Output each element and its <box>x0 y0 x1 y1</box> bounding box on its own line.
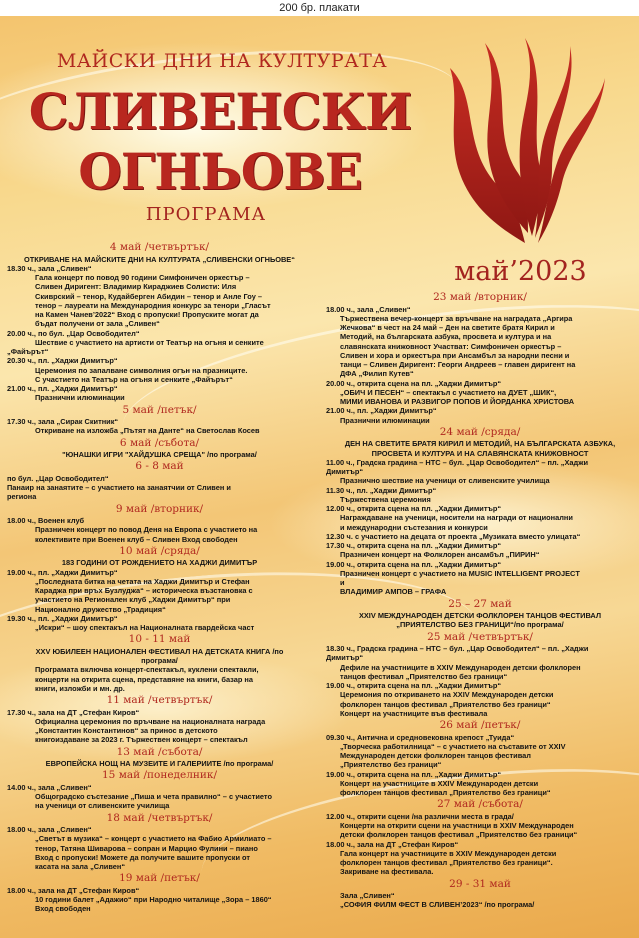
event-title: XXV ЮБИЛЕЕН НАЦИОНАЛЕН ФЕСТИВАЛ НА ДЕТСКАТА КНИГА /по <box>35 646 284 656</box>
event-description: Тържествена церемония <box>340 494 431 504</box>
poster-title-line1: СЛИВЕНСКИ <box>28 82 412 141</box>
event-time-venue: по бул. „Цар Освободител“ <box>7 473 109 483</box>
event-description: „Творческа работилница“ – с участието на съставите от XXIV <box>340 741 566 751</box>
event-description: „ОБИЧ И ПЕСЕН“ – спектакъл с участието на ДУЕТ „ШИК“, <box>340 387 557 397</box>
date-heading: 5 май /петък/ <box>122 403 197 416</box>
date-heading: 24 май /сряда/ <box>439 425 521 438</box>
date-heading: 13 май /събота/ <box>116 745 203 758</box>
event-description: Концерт на участниците във фестивала <box>340 708 488 718</box>
event-description: книги, изложби и мн. др. <box>35 683 125 693</box>
event-description: „Приятелство без граници“ <box>340 760 442 770</box>
event-description: „Светът в музика“ – концерт с участието на Фабио Армилиато – <box>35 834 272 844</box>
event-description: участието на Регионален клуб „Хаджи Димитър“ при <box>35 595 231 605</box>
event-time-venue: 18.30 ч., Градска градина – НТС – бул. „Цар Освободител“ – пл. „Хаджи <box>326 644 589 653</box>
event-title: програма/ <box>141 656 178 665</box>
event-description: Награждаване на ученици, носители на награди от национални <box>340 513 573 523</box>
program-column-left <box>7 240 312 914</box>
event-description: танци – Сливен Диригент: Георги Андреев – главен диригент на <box>340 360 576 369</box>
program-column-right <box>326 290 634 910</box>
event-description: концерти на открита сцена, представяне на книги, базар на <box>35 674 253 684</box>
event-description: Дефиле на участниците в XXIV Международен детски фолклорен <box>340 662 581 672</box>
date-heading: 29 - 31 май <box>449 877 511 890</box>
event-title: „ПРИЯТЕЛСТВО БЕЗ ГРАНИЦИ“/по програма/ <box>396 620 564 630</box>
event-description: Официална церемония по връчване на националната награда <box>35 716 266 726</box>
event-description: тенор, Татяна Шиварова – сопран и Марцио Фулини – пиано <box>35 843 258 853</box>
event-time-venue: 17.30 ч., зала „Сирак Скитник“ <box>7 417 119 426</box>
event-title: "ЮНАШКИ ИГРИ "ХАЙДУШКА СРЕЩА" /по програма/ <box>62 450 257 459</box>
event-time-venue: 19.00 ч., пл. „Хаджи Димитър“ <box>7 567 118 577</box>
event-description: Сливен Диригент: Владимир Кираджиев Солисти: Иля <box>35 282 237 292</box>
event-description: фолклорен танцов фестивал „Приятелство без граници“. <box>340 858 553 867</box>
event-description: колективите при Военен клуб – Сливен Вход свободен <box>35 534 238 544</box>
event-description: книгоиздаване за 2023 г. Тържествен концерт – спектакъл <box>35 735 248 745</box>
event-description: ДФА „Филип Кутев“ <box>340 369 414 379</box>
event-description: МИМИ ИВАНОВА И РАЗВИГОР ПОПОВ И ЙОРДАНКА ХРИСТОВА <box>340 397 575 406</box>
event-description: тенор – лауреати на Международния конкурс за тенори „Гласът <box>35 300 271 310</box>
date-heading: 15 май /понеделник/ <box>102 769 217 782</box>
event-description: Тържествена вечер-концерт за връчване на наградата „Аргира <box>340 313 573 323</box>
date-heading: 18 май /четвъртък/ <box>106 811 213 824</box>
event-description: „Последната битка на четата на Хаджи Димитър и Стефан <box>35 576 250 586</box>
event-time-venue: 20.30 ч., пл. „Хаджи Димитър“ <box>7 356 118 366</box>
event-time-venue: 18.00 ч., зала „Сливен“ <box>7 825 92 834</box>
event-time-venue: 17.30 ч., открита сцена на пл. „Хаджи Димитър“ <box>326 541 502 550</box>
date-heading: 4 май /четвъртък/ <box>109 241 210 253</box>
event-time-venue: 18.00 ч., зала „Сливен“ <box>326 304 411 314</box>
event-description: Гала концерт на участниците в XXIV Международен детски <box>340 848 557 858</box>
event-time-venue: 18.00 ч., зала на ДТ „Стефан Киров“ <box>326 839 459 849</box>
flame-logo-icon <box>440 38 610 248</box>
event-time-venue: 18.00 ч., зала на ДТ „Стефан Киров“ <box>7 885 140 895</box>
event-description: 10 години балет „Адажио“ при Народно читалище „Зора – 1860“ <box>35 895 272 904</box>
date-heading: 10 - 11 май <box>128 633 191 646</box>
event-title: ДЕН НА СВЕТИТЕ БРАТЯ КИРИЛ И МЕТОДИЙ, НА БЪЛГАРСКАТА АЗБУКА, <box>344 439 616 449</box>
program-heading: ПРОГРАМА <box>145 204 267 225</box>
event-description: Концерт на участниците в XXIV Международен детски <box>340 778 539 788</box>
event-time-venue: региона <box>7 492 37 502</box>
poster-title-line2: ОГНЬОВЕ <box>78 142 362 201</box>
event-description: Методий, на българската азбука, просвета и култура и на <box>340 332 552 342</box>
event-description: Церемония по откриването на XXIV Международен детски <box>340 690 554 700</box>
date-heading: 10 май /сряда/ <box>119 544 200 557</box>
event-time-venue: 20.00 ч., открита сцена на пл. „Хаджи Димитър“ <box>326 378 502 388</box>
edition-date: май’2023 <box>454 256 587 287</box>
event-description: фолклорен танцов фестивал „Приятелство без граници“ <box>340 699 551 709</box>
event-description: Програмата включва концерт-спектакъл, куклени спектакли, <box>35 665 259 675</box>
event-description: „Искри“ – шоу спектакъл на Националната гвардейска част <box>35 623 255 632</box>
event-description: Празнични илюминации <box>35 393 125 403</box>
date-heading: 9 май /вторник/ <box>115 502 204 515</box>
date-heading: 23 май /вторник/ <box>433 291 527 303</box>
event-description: Празнично шествие на ученици от сливенските училища <box>340 476 550 486</box>
event-description: Празничен концерт на Фолклорен ансамбъл „ПИРИН“ <box>340 550 540 560</box>
event-description: Национално дружество „Традиция“ <box>35 604 166 614</box>
event-time-venue: Димитър“ <box>326 653 364 663</box>
event-time-venue: 19.00 ч., открита сцена на пл. „Хаджи Димитър“ <box>326 681 502 690</box>
event-description: Шествие с участието на артисти от Театър на огъня и сенките <box>35 337 264 347</box>
event-time-venue: 18.30 ч., зала „Сливен“ <box>7 263 92 273</box>
festival-subtitle: МАЙСКИ ДНИ НА КУЛТУРАТА <box>56 50 388 72</box>
event-description: Празнични илюминации <box>340 415 430 425</box>
event-time-venue: 12.00 ч., открита сцена на пл. „Хаджи Димитър“ <box>326 504 502 513</box>
event-description: Закриване на фестивала. <box>340 867 434 877</box>
date-heading: 25 май /четвъртък/ <box>427 630 533 643</box>
event-description: Жечкова“ в чест на 24 май – Ден на светите братя Кирил и <box>340 323 555 332</box>
event-time-venue: 21.00 ч., пл. „Хаджи Димитър“ <box>7 384 118 393</box>
event-description: касата на зала „Сливен“ <box>35 862 126 871</box>
event-description: „СОФИЯ ФИЛМ ФЕСТ В СЛИВЕН’2023“ /по програма/ <box>340 900 535 910</box>
event-description: и <box>340 578 345 587</box>
event-title: ЕВРОПЕЙСКА НОЩ НА МУЗЕИТЕ И ГАЛЕРИИТЕ /по програма/ <box>45 759 274 768</box>
event-description: Празничен концерт с участието на MUSIC INTELLIGENT PROJECT <box>340 568 580 578</box>
event-description: Откриване на изложба „Пътят на Данте“ на Светослав Косев <box>35 426 260 436</box>
event-description: Церемония по запалване символния огън на празниците. <box>35 365 248 375</box>
event-description: Гала концерт по повод 90 години Симфоничен оркестър – <box>35 273 250 282</box>
event-time-venue: 12.00 ч., открити сцени /на различни места в града/ <box>326 811 514 821</box>
event-title: XXIV МЕЖДУНАРОДЕН ДЕТСКИ ФОЛКЛОРЕН ТАНЦОВ ФЕСТИВАЛ <box>358 611 602 620</box>
event-time-venue: 18.00 ч., Военен клуб <box>7 516 85 525</box>
event-time-venue: 19.00 ч., открита сцена на пл. „Хаджи Димитър“ <box>326 559 502 569</box>
event-description: Сливен и хора и оркестъра при Ансамбъл за народни песни и <box>340 350 570 360</box>
date-heading: 19 май /петък/ <box>119 872 200 885</box>
date-heading: 11 май /четвъртък/ <box>106 694 213 706</box>
event-time-venue: 19.30 ч., пл. „Хаджи Димитър“ <box>7 613 118 623</box>
event-time-venue: 21.00 ч., пл. „Хаджи Димитър“ <box>326 406 437 416</box>
date-heading: 6 май /събота/ <box>119 436 200 449</box>
event-description: Международен детски фолклорен танцов фестивал <box>340 751 531 760</box>
event-description: „Константин Константинов“ за принос в детското <box>35 726 218 735</box>
event-description: Вход свободен <box>35 904 91 914</box>
event-description: ВЛАДИМИР АМПОВ – ГРАФА <box>340 587 447 597</box>
event-description: Празничен концерт по повод Деня на Европа с участието на <box>35 525 258 535</box>
event-time-venue: 17.30 ч., зала на ДТ „Стефан Киров“ <box>7 707 140 717</box>
event-description: и международни състезания и конкурси <box>340 522 488 532</box>
date-heading: 25 – 27 май <box>448 597 512 610</box>
date-heading: 26 май /петък/ <box>439 719 521 731</box>
event-time-venue: 20.00 ч., по бул. „Цар Освободител“ <box>7 328 140 338</box>
event-time-venue: Димитър“ <box>326 467 364 476</box>
event-description: Зала „Сливен“ <box>340 891 395 900</box>
event-time-venue: 09.30 ч., Антична и средновековна крепост „Туида“ <box>326 732 515 742</box>
event-description: детски фолклорен танцов фестивал „Приятелство без граници“ <box>340 830 578 840</box>
event-description: славянската книжовност Участват: Симфоничен оркестър – <box>340 341 562 351</box>
event-description: Общоградско състезание „Пиша и чета правилно“ – с участието <box>35 792 272 801</box>
event-description: Концерти на открити сцени на участници в XXIV Международен <box>340 821 574 830</box>
event-description: Вход с пропуски! Можете да получите вашите пропуски от <box>35 852 251 862</box>
event-time-venue: 11.00 ч., Градска градина – НТС – бул. „Цар Освободител“ – пл. „Хаджи <box>326 457 589 467</box>
event-time-venue: 14.00 ч., зала „Сливен“ <box>7 782 92 792</box>
event-title: ПРОСВЕТА И КУЛТУРА И НА СЛАВЯНСКАТА КНИЖОВНОСТ <box>371 448 589 458</box>
print-note: 200 бр. плакати <box>0 0 639 16</box>
event-title: ОТКРИВАНЕ НА МАЙСКИТЕ ДНИ НА КУЛТУРАТА „СЛИВЕНСКИ ОГНЬОВЕ“ <box>24 254 295 264</box>
event-time-venue: 11.30 ч., пл. „Хаджи Димитър“ <box>326 485 437 495</box>
event-description: С участието на Театър на огъня и сенките „Файърът“ <box>35 374 233 384</box>
event-description: танцов фестивал „Приятелство без граници“ <box>340 671 508 681</box>
event-time-venue: 12.30 ч. с участието на децата от проекта „Музиката вместо улицата“ <box>326 531 581 541</box>
event-time-venue: „Файърът“ <box>7 347 49 356</box>
event-description: Скиврский – тенор, Кудайберген Абидин – тенор и Анле Гоу – <box>35 291 262 301</box>
event-description: фолклорен танцов фестивал „Приятелство без граници“ <box>340 788 551 797</box>
event-title: 183 ГОДИНИ ОТ РОЖДЕНИЕТО НА ХАДЖИ ДИМИТЪР <box>61 558 258 568</box>
event-description: на Камен Чанев’2022“ Вход с пропуски! Пропуските могат да <box>35 310 259 319</box>
date-heading: 6 - 8 май <box>135 460 184 473</box>
event-description: Караджа при връх Бузлуджа“ – историческа възстановка с <box>35 586 253 595</box>
poster <box>0 16 639 938</box>
event-time-venue: Панаир на занаятите – с участието на занаятчии от Сливен и <box>7 483 231 492</box>
event-description: бъдат получени от зала „Сливен“ <box>35 319 160 329</box>
event-time-venue: 19.00 ч., открита сцена на пл. „Хаджи Димитър“ <box>326 769 502 779</box>
event-description: на ученици от сливенските училища <box>35 801 170 811</box>
date-heading: 27 май /събота/ <box>437 798 523 811</box>
